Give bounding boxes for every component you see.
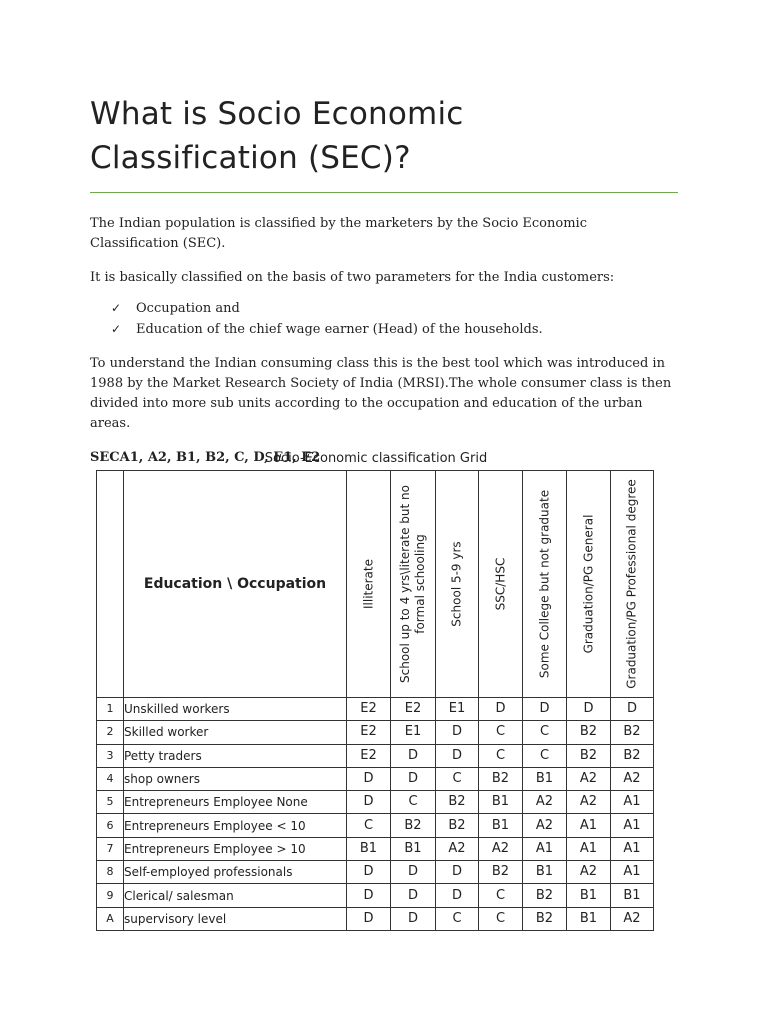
sec-value-cell: E2	[347, 744, 391, 767]
grid-caption: Socio-Economic classification Grid	[264, 451, 488, 466]
sec-value-cell: D	[391, 744, 436, 767]
list-item	[111, 319, 678, 340]
table-row	[97, 837, 654, 860]
corner-label: Education \ Occupation	[124, 471, 347, 698]
sec-value-cell: B2	[611, 721, 654, 744]
table-row	[97, 907, 654, 930]
sec-value-cell: B1	[523, 767, 567, 790]
sec-value-cell: D	[523, 698, 567, 721]
sec-value-cell: E1	[436, 698, 479, 721]
education-label: School up to 4 yrs\literate but no formal schooling	[398, 485, 427, 683]
education-label: Some College but not graduate	[537, 489, 551, 679]
sec-value-cell: D	[436, 744, 479, 767]
corner-blank-cell	[97, 471, 124, 698]
sec-value-cell: A2	[611, 767, 654, 790]
sec-value-cell: B1	[523, 861, 567, 884]
row-number: A	[97, 907, 124, 930]
sec-value-cell: A2	[567, 861, 611, 884]
sec-value-cell: D	[436, 884, 479, 907]
basis-paragraph: It is basically classified on the basis of two parameters for the India customers:	[90, 270, 615, 285]
sec-value-cell: B1	[391, 837, 436, 860]
sec-value-cell: A2	[611, 907, 654, 930]
row-number: 2	[97, 721, 124, 744]
table-row	[97, 861, 654, 884]
sec-value-cell: C	[523, 721, 567, 744]
table-row	[97, 767, 654, 790]
sec-value-cell: A1	[611, 861, 654, 884]
row-number: 9	[97, 884, 124, 907]
sec-value-cell: B2	[567, 744, 611, 767]
row-number: 5	[97, 791, 124, 814]
sec-value-cell: C	[436, 907, 479, 930]
sec-value-cell: C	[347, 814, 391, 837]
sec-value-cell: E2	[347, 698, 391, 721]
sec-value-cell: D	[347, 791, 391, 814]
occupation-cell: Entrepreneurs Employee > 10	[124, 837, 347, 860]
sec-value-cell: B2	[391, 814, 436, 837]
occupation-cell: Clerical/ salesman	[124, 884, 347, 907]
occupation-cell: Skilled worker	[124, 721, 347, 744]
grid-header-row	[97, 471, 654, 698]
sec-value-cell: D	[347, 861, 391, 884]
sec-value-cell: B2	[611, 744, 654, 767]
sec-value-cell: A1	[567, 814, 611, 837]
row-number: 7	[97, 837, 124, 860]
sec-value-cell: B2	[479, 767, 523, 790]
sec-value-cell: A1	[611, 814, 654, 837]
sec-value-cell: B1	[347, 837, 391, 860]
sec-value-cell: C	[523, 744, 567, 767]
sec-value-cell: D	[347, 767, 391, 790]
sec-classes: SECA1, A2, B1, B2, C, D, E1, E2	[90, 450, 321, 465]
sec-value-cell: D	[567, 698, 611, 721]
sec-value-cell: D	[391, 767, 436, 790]
table-row	[97, 721, 654, 744]
table-row	[97, 698, 654, 721]
sec-value-cell: A1	[567, 837, 611, 860]
education-header	[391, 471, 436, 698]
sec-value-cell: D	[436, 721, 479, 744]
sec-value-cell: C	[479, 721, 523, 744]
parameter-list	[90, 298, 678, 340]
table-row	[97, 744, 654, 767]
understand-paragraph: To understand the Indian consuming class this is the best tool which was introduced in 1988 by the Market Research Society of India (MRSI).The whole consumer class is then divided into more sub units according to the occupation and education of the urban areas.	[90, 356, 672, 431]
education-header	[567, 471, 611, 698]
education-label: School 5-9 yrs	[449, 541, 464, 627]
row-number: 8	[97, 861, 124, 884]
occupation-cell: Entrepreneurs Employee None	[124, 791, 347, 814]
occupation-cell: Unskilled workers	[124, 698, 347, 721]
occupation-cell: Petty traders	[124, 744, 347, 767]
sec-value-cell: B2	[436, 791, 479, 814]
sec-value-cell: A1	[523, 837, 567, 860]
sec-value-cell: A2	[436, 837, 479, 860]
intro-paragraph: The Indian population is classified by the marketers by the Socio Economic Classification (SEC).	[90, 216, 587, 251]
sec-value-cell: E2	[347, 721, 391, 744]
row-number: 6	[97, 814, 124, 837]
table-row	[97, 814, 654, 837]
sec-value-cell: D	[436, 861, 479, 884]
sec-value-cell: B2	[523, 884, 567, 907]
list-item	[111, 298, 678, 319]
row-number: 1	[97, 698, 124, 721]
sec-value-cell: B1	[567, 907, 611, 930]
table-row	[97, 884, 654, 907]
list-item-text: Occupation and	[136, 301, 240, 316]
sec-value-cell: D	[479, 698, 523, 721]
sec-value-cell: B2	[523, 907, 567, 930]
occupation-cell: Self-employed professionals	[124, 861, 347, 884]
sec-value-cell: B2	[479, 861, 523, 884]
page-title: What is Socio Economic Classification (SEC)?	[90, 96, 464, 176]
row-number: 4	[97, 767, 124, 790]
sec-value-cell: C	[436, 767, 479, 790]
sec-value-cell: B1	[567, 884, 611, 907]
sec-value-cell: A2	[567, 791, 611, 814]
education-header	[611, 471, 654, 698]
sec-value-cell: D	[611, 698, 654, 721]
sec-value-cell: D	[391, 907, 436, 930]
sec-value-cell: A2	[523, 814, 567, 837]
education-label: SSC/HSC	[493, 557, 507, 611]
sec-value-cell: A2	[523, 791, 567, 814]
sec-value-cell: E1	[391, 721, 436, 744]
sec-value-cell: D	[347, 907, 391, 930]
sec-value-cell: A2	[567, 767, 611, 790]
education-header	[479, 471, 523, 698]
row-number: 3	[97, 744, 124, 767]
occupation-cell: Entrepreneurs Employee < 10	[124, 814, 347, 837]
document-page	[90, 92, 678, 468]
education-label: Graduation/PG Professional degree	[624, 479, 639, 689]
education-header	[347, 471, 391, 698]
sec-value-cell: B1	[479, 791, 523, 814]
sec-value-cell: C	[479, 744, 523, 767]
sec-value-cell: D	[391, 884, 436, 907]
sec-value-cell: A1	[611, 837, 654, 860]
sec-value-cell: B1	[479, 814, 523, 837]
sec-value-cell: C	[391, 791, 436, 814]
sec-grid-table	[96, 470, 654, 931]
occupation-cell: shop owners	[124, 767, 347, 790]
occupation-cell: supervisory level	[124, 907, 347, 930]
list-item-text: Education of the chief wage earner (Head) of the households.	[136, 322, 543, 337]
checkmark-icon: ✓	[111, 301, 122, 315]
education-header	[523, 471, 567, 698]
sec-value-cell: D	[347, 884, 391, 907]
sec-value-cell: C	[479, 907, 523, 930]
education-label: Graduation/PG General	[581, 514, 595, 654]
sec-value-cell: A1	[611, 791, 654, 814]
title-underline	[90, 192, 678, 193]
sec-value-cell: D	[391, 861, 436, 884]
sec-value-cell: C	[479, 884, 523, 907]
sec-value-cell: B2	[436, 814, 479, 837]
checkmark-icon: ✓	[111, 322, 122, 336]
sec-value-cell: E2	[391, 698, 436, 721]
table-row	[97, 791, 654, 814]
sec-value-cell: A2	[479, 837, 523, 860]
education-label: Illiterate	[361, 559, 375, 610]
sec-value-cell: B2	[567, 721, 611, 744]
sec-value-cell: B1	[611, 884, 654, 907]
education-header	[436, 471, 479, 698]
